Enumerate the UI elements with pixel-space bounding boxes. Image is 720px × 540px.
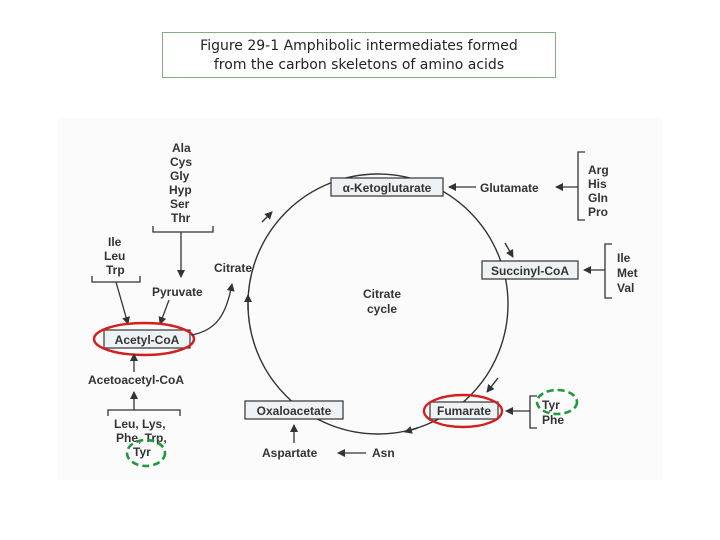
acetyl-aa-2: Leu [104,249,126,263]
acetyl-coa-label: Acetyl-CoA [114,333,180,347]
acetoacetyl-aa-3: Tyr [133,445,151,459]
fumarate-aa-2: Phe [542,413,565,427]
cycle-center-label-1: Citrate [362,287,402,301]
pyruvate-aa-bracket [153,226,213,232]
pyruvate-arrow [160,300,169,324]
pyruvate-aa-2: Cys [170,155,193,169]
pyruvate-aa-4: Hyp [169,183,192,197]
succinyl-aa-2: Met [617,266,638,280]
pyruvate-aa-6: Thr [171,211,191,225]
fumarate-label: Fumarate [436,404,492,418]
acetoacetyl-coa-label: Acetoacetyl-CoA [88,373,185,387]
cycle-arrow-2 [487,378,498,392]
pyruvate-label: Pyruvate [152,285,203,299]
acetoacetyl-aa-2: Phe, Trp, [116,431,167,445]
succinyl-coa-label: Succinyl-CoA [490,264,570,278]
pyruvate-aa-1: Ala [172,141,191,155]
acetyl-aa-arrow [116,282,128,324]
aspartate-label: Aspartate [262,446,318,460]
figure-title-line2: from the carbon skeletons of amino acids [213,57,505,73]
fumarate-aa-1: Tyr [542,398,560,412]
cycle-center-label-2: cycle [366,302,398,316]
cycle-arrow-5 [262,212,272,222]
glutamate-aa-bracket [578,152,585,220]
glutamate-aa-2: His [588,177,607,191]
alpha-ketoglutarate-label: α-Ketoglutarate [342,181,432,195]
glutamate-label: Glutamate [480,181,539,195]
acetyl-aa-1: Ile [108,235,122,249]
glutamate-aa-1: Arg [588,163,609,177]
acetoacetyl-aa-bracket [108,410,180,416]
pyruvate-aa-5: Ser [170,197,190,211]
acetyl-aa-3: Trp [106,263,125,277]
cycle-arrow-1 [505,243,513,257]
succinyl-aa-1: Ile [617,251,631,265]
figure-title-line1: Figure 29-1 Amphibolic intermediates formed [200,38,518,54]
succinyl-aa-3: Val [617,281,635,295]
glutamate-aa-4: Pro [588,205,609,219]
oxaloacetate-label: Oxaloacetate [256,404,332,418]
fumarate-aa-bracket [530,396,537,428]
asn-label: Asn [372,446,395,460]
glutamate-aa-3: Gln [588,191,608,205]
pyruvate-aa-3: Gly [170,169,190,183]
cycle-arrow-3 [405,428,418,432]
acetoacetyl-aa-1: Leu, Lys, [114,417,166,431]
succinyl-aa-bracket [605,244,612,298]
citrate-label: Citrate [214,261,253,275]
